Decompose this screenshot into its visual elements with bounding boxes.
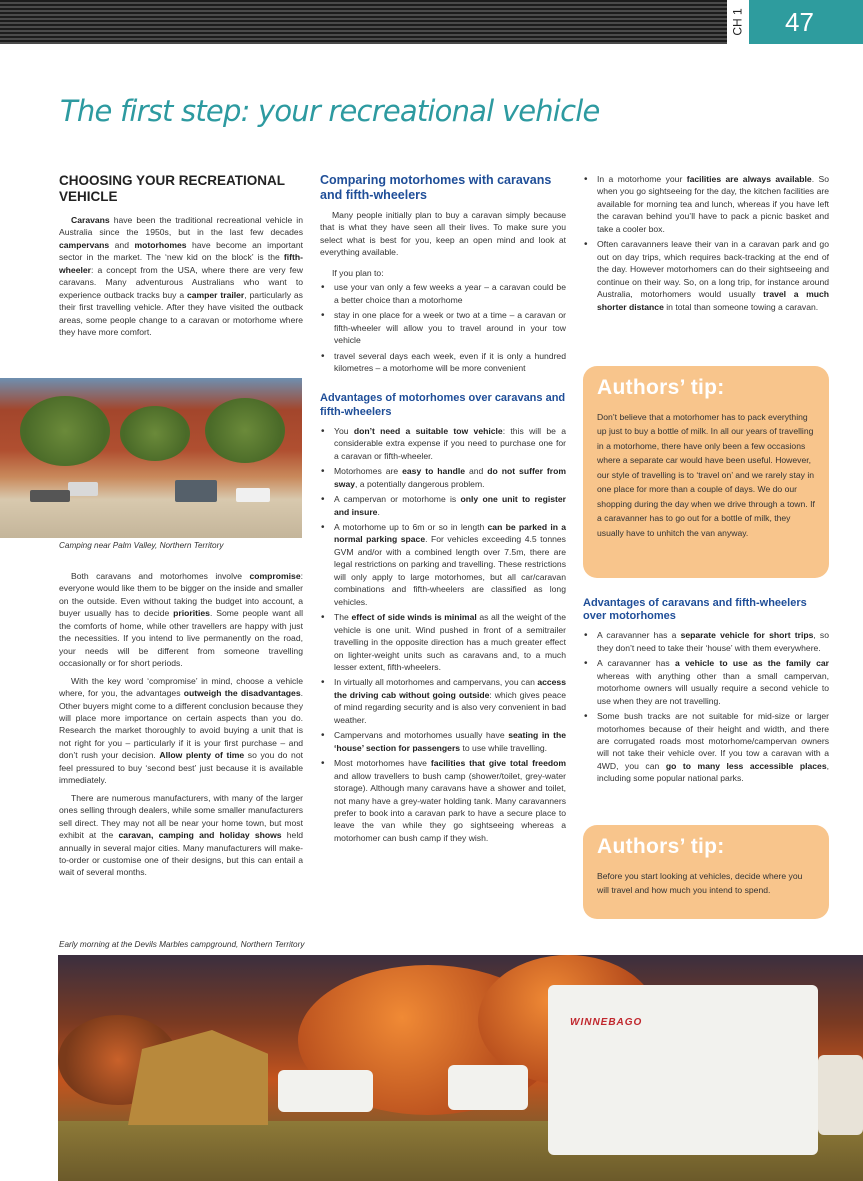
header-stripe-bar <box>0 0 727 44</box>
list-item: • Motorhomes are easy to handle and do not suffer from sway, a potentially dangerous problem. <box>320 465 566 490</box>
paragraph-compromise: Both caravans and motorhomes involve compromise: everyone would like them to be bigger on the inside and smaller on the outside. Even without taking the budget into account, a buyer usually has to decide priorities. Some people want all the comforts of home, while other travellers are happy with just the necessities. If you intend to live permanently on the road, your needs will be different from someone travelling occasionally or for short periods. <box>59 571 303 669</box>
list-item: • A motorhome up to 6m or so in length can be parked in a normal parking space. For vehicles exceeding 4.5 tonnes GVM and/or with a combined length over 7.5m, there are legal restrictions on parking and travelling. These restrictions will only apply to large motorhomes, but all car/caravan combinations and fifth-wheelers are classified as long vehicles. <box>320 521 566 608</box>
paragraph-plan-intro: If you plan to: <box>332 267 384 278</box>
authors-tip-title: Authors’ tip: <box>597 376 725 399</box>
section-heading-choosing: CHOOSING YOUR RECREATIONAL VEHICLE <box>59 173 285 205</box>
column-3 <box>583 173 829 319</box>
section-heading-motorhome-advantages: Advantages of motorhomes over caravans and fifth-wheelers <box>320 392 566 418</box>
plan-list <box>320 281 566 374</box>
authors-tip-text: Before you start looking at vehicles, decide where you will travel and how much you intend to spend. <box>597 871 803 896</box>
list-item: • Campervans and motorhomes usually have seating in the ‘house’ section for passengers to use while travelling. <box>320 729 566 754</box>
chapter-label: CH 1 <box>727 0 749 44</box>
list-item: • You don’t need a suitable tow vehicle: this will be a considerable extra expense if you need to purchase one for a caravan or fifth-wheeler. <box>320 425 566 462</box>
paragraph-intro: Caravans have been the traditional recreational vehicle in Australia since the 1950s, but in the last few decades campervans and motorhomes have become an important sector in the market. The ‘new kid on the block’ is the fifth-wheeler: a concept from the USA, where there are very few caravans. Many adventurous Australians who want to experience outback tracks buy a camper trailer, particularly as their first travelling vehicle. After they have visited the outback areas, some people change to a caravan or motorhome where they have more comfort. <box>59 214 303 338</box>
column-1 <box>59 173 303 343</box>
motorhome-advantages-list-continued <box>583 173 829 313</box>
paragraph-key-word: With the key word ‘compromise’ in mind, choose a vehicle where, for you, the advantages outweigh the disadvantages. Other buyers might come to a different conclusion because they will place more importance on certain aspects than you do. Research the market thoroughly to avoid buying a unit that is not right for you – particularly if it is your first purchase – and don’t rush your decision. Allow plenty of time so you do not feel pressured to buy ‘second best’ just because it is available immediately. <box>59 675 303 786</box>
motorhome-advantages-list <box>320 425 566 845</box>
authors-tip-title: Authors’ tip: <box>597 835 725 858</box>
list-item: • stay in one place for a week or two at a time – a caravan or fifth-wheeler will allow you to travel around in your tow vehicle <box>320 309 566 346</box>
page-number: 47 <box>749 0 863 44</box>
column-3-lower <box>583 597 829 791</box>
list-item: • Often caravanners leave their van in a caravan park and go out on day trips, which requires back-tracking at the end of the day. However motorhomers can do their sightseeing and continue on their way. So, on a long trip, for instance around Australia, motorhomers would usually travel a much shorter distance in total than someone towing a caravan. <box>583 238 829 313</box>
list-item: • Most motorhomes have facilities that give total freedom and allow travellers to bush camp (shower/toilet, grey-water storage). Although many caravans have a shower and toilet, not many have a grey-water holding tank. Many caravanners prefer to book into a caravan park to have a secure place to leave the van while they go sightseeing whereas a motorhomer can bush camp if they wish. <box>320 757 566 844</box>
list-item: • use your van only a few weeks a year – a caravan could be a better choice than a motorhome <box>320 281 566 306</box>
list-item: • In a motorhome your facilities are always available. So when you go sightseeing for the day, the kitchen facilities are available for morning tea and lunch, whereas if you have left the caravan behind you’ll have to pack a picnic basket and take a cooler box. <box>583 173 829 235</box>
list-item: • travel several days each week, even if it is only a hundred kilometres – a motorhome will be more convenient <box>320 350 566 375</box>
list-item: • In virtually all motorhomes and campervans, you can access the driving cab without going outside: which gives peace of mind regarding security and is also very convenient in bad weather. <box>320 676 566 726</box>
page-title: The first step: your recreational vehicle <box>60 94 600 128</box>
list-item: • A caravanner has a vehicle to use as the family car whereas with anything other than a small campervan, motorhome owners will usually require a second vehicle to use when they are not travelling. <box>583 657 829 707</box>
authors-tip-box-2 <box>583 825 829 919</box>
list-item: • Some bush tracks are not suitable for mid-size or larger motorhomes because of their height and width, and there are corrugated roads most motorhome/campervan owners will not take their vehicle over. If you tow a caravan with a 4WD, you can go to many less accessible places, including some popular national parks. <box>583 710 829 785</box>
photo-caption-devils-marbles: Early morning at the Devils Marbles campground, Northern Territory <box>59 940 305 949</box>
caravan-advantages-list <box>583 629 829 784</box>
photo-devils-marbles <box>58 955 863 1181</box>
list-item: • A caravanner has a separate vehicle for short trips, so they don’t need to take their ‘house’ with them everywhere. <box>583 629 829 654</box>
column-2 <box>320 173 566 850</box>
vehicle-brand-label: WINNEBAGO <box>570 1017 643 1028</box>
authors-tip-box-1 <box>583 366 829 578</box>
list-item: • The effect of side winds is minimal as all the weight of the vehicle is one unit. Wind pushed in front of a semitrailer travelling in the opposite direction has a much greater effect on lighter-weight units such as caravans and, to a much lesser extent, fifth-wheelers. <box>320 611 566 673</box>
list-item: • A campervan or motorhome is only one unit to register and insure. <box>320 493 566 518</box>
photo-caption-palm-valley: Camping near Palm Valley, Northern Territory <box>59 541 224 550</box>
paragraph-manufacturers: There are numerous manufacturers, with many of the larger ones selling through dealers, while some smaller manufacturers sell direct. They may not all be near your home town, but most exhibit at the caravan, camping and holiday shows held annually in several major cities. Many manufacturers will make-to-order or customise one of their designs, but this can entail a wait of several months. <box>59 792 304 878</box>
section-heading-comparing: Comparing motorhomes with caravans and fifth-wheelers <box>320 173 552 202</box>
authors-tip-text: Don’t believe that a motorhomer has to pack everything up just to buy a bottle of milk. In all our years of travelling in a motorhome, there have only been a few occasions where a separate car would have been useful. However, our style of travelling is to ‘travel on’ and we rarely stay in one place for more than a couple of days. We do our shopping during the day when we drive through a town. If a caravanner has to go out for a bottle of milk, they usually have to unhitch the van anyway. <box>597 412 815 538</box>
section-heading-caravan-advantages: Advantages of caravans and fifth-wheelers over motorhomes <box>583 597 807 623</box>
photo-palm-valley <box>0 378 302 538</box>
paragraph-comparing-intro: Many people initially plan to buy a caravan simply because that is what they have seen all their lives. To make sure you select what is best for you, keep an open mind and look at everything available. <box>320 210 566 258</box>
column-1-lower <box>59 570 303 884</box>
